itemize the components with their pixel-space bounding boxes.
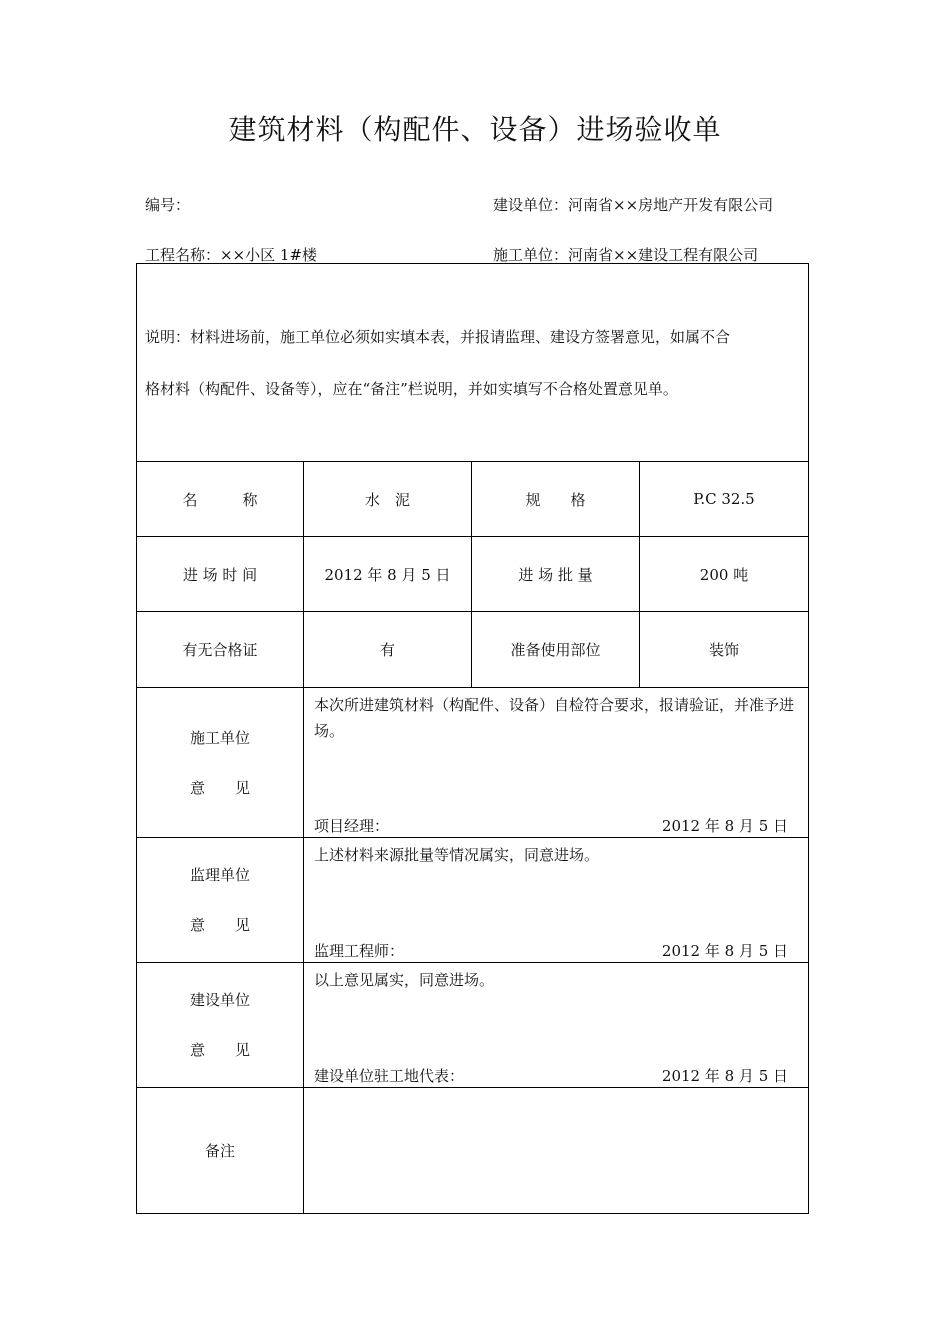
spec-label: 规 格 [472, 462, 640, 537]
name-label: 名 称 [137, 462, 304, 537]
contractor-signer-label: 项目经理： [314, 817, 390, 835]
name-value: 水 泥 [304, 462, 472, 537]
contractor-opinion-cell [304, 688, 809, 838]
remarks-row [137, 1088, 809, 1214]
instructions-line-1: 说明：材料进场前，施工单位必须如实填本表，并报请监理、建设方签署意见，如属不合 [145, 327, 731, 346]
contractor-unit: 施工单位：河南省××建设工程有限公司 [493, 246, 759, 264]
opinion-label-line-1: 建设单位 [189, 991, 250, 1009]
owner-opinion-date: 2012 年 8 月 5 日 [661, 1067, 789, 1085]
owner-opinion-row [137, 963, 809, 1088]
owner-opinion-label [137, 963, 304, 1088]
owner-representative-label: 建设单位驻工地代表： [314, 1067, 465, 1085]
opinion-label-line-1: 监理单位 [189, 866, 250, 884]
entry-time-label: 进 场 时 间 [137, 537, 304, 612]
entry-quantity-label: 进 场 批 量 [472, 537, 640, 612]
contractor-opinion-text: 本次所进建筑材料（构配件、设备）自检符合要求，报请验证，并准予进场。 [314, 696, 795, 740]
supervisor-opinion-date: 2012 年 8 月 5 日 [661, 942, 789, 960]
contractor-opinion-date: 2012 年 8 月 5 日 [661, 817, 789, 835]
owner-unit: 建设单位：河南省××房地产开发有限公司 [493, 196, 774, 214]
project-name: 工程名称：××小区 1#楼 [145, 246, 318, 264]
instructions-line-2: 格材料（构配件、设备等），应在“备注”栏说明，并如实填写不合格处置意见单。 [145, 379, 678, 398]
opinion-label-line-1: 施工单位 [189, 728, 250, 747]
acceptance-table [136, 263, 809, 1214]
certificate-label: 有无合格证 [137, 612, 304, 688]
entry-quantity-value: 200 吨 [640, 537, 809, 612]
supervisor-opinion-text: 上述材料来源批量等情况属实，同意进场。 [314, 846, 600, 864]
usage-location-value: 装饰 [640, 612, 809, 688]
remarks-field[interactable] [304, 1088, 809, 1214]
table-row [137, 612, 809, 688]
spec-value: P.C 32.5 [640, 462, 809, 537]
supervisor-opinion-cell [304, 838, 809, 963]
remarks-label: 备注 [137, 1088, 304, 1214]
supervisor-opinion-row [137, 838, 809, 963]
usage-location-label: 准备使用部位 [472, 612, 640, 688]
table-row [137, 537, 809, 612]
opinion-label-line-2: 意 见 [189, 916, 250, 934]
entry-time-value: 2012 年 8 月 5 日 [304, 537, 472, 612]
table-row [137, 462, 809, 537]
contractor-opinion-row [137, 688, 809, 838]
instructions-cell [137, 264, 809, 462]
number-label: 编号： [145, 196, 191, 214]
certificate-value: 有 [304, 612, 472, 688]
page-title: 建筑材料（构配件、设备）进场验收单 [228, 113, 722, 146]
supervisor-signer-label: 监理工程师： [314, 942, 405, 960]
opinion-label-line-2: 意 见 [189, 778, 250, 797]
owner-opinion-text: 以上意见属实，同意进场。 [314, 971, 495, 989]
owner-opinion-cell [304, 963, 809, 1088]
instructions-row [137, 264, 809, 462]
supervisor-opinion-label [137, 838, 304, 963]
opinion-label-line-2: 意 见 [189, 1041, 250, 1059]
contractor-opinion-label [137, 688, 304, 838]
